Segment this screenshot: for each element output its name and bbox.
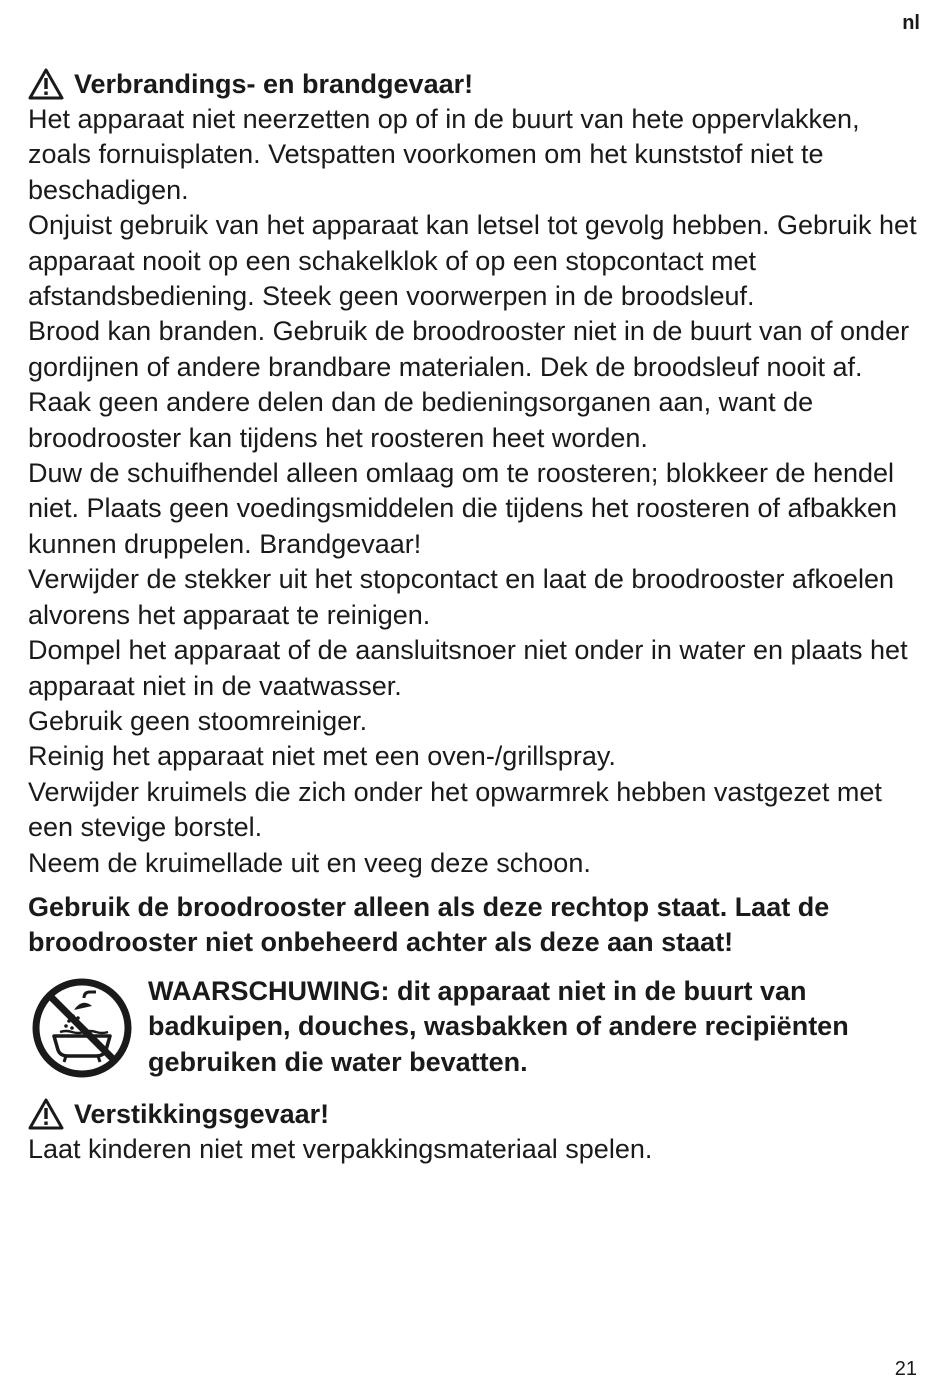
- page-number: 21: [894, 1358, 917, 1380]
- paragraph: Gebruik geen stoomreiniger.: [28, 705, 368, 736]
- water-warning-text: WAARSCHUWING: dit apparaat niet in de buurt van badkuipen, douches, wasbakken of andere recipiënten gebruiken die water bevatten.: [148, 975, 849, 1077]
- upright-notice: Gebruik de broodrooster alleen als deze rechtop staat. Laat de broodrooster niet onbeheerd achter als deze aan staat!: [28, 891, 830, 958]
- paragraph: Verwijder de stekker uit het stopcontact en laat de broodrooster afkoelen alvorens het apparaat te reinigen.: [28, 564, 895, 630]
- language-code: nl: [902, 12, 920, 34]
- safety-content: [28, 66, 920, 1167]
- paragraph: Onjuist gebruik van het apparaat kan letsel tot gevolg hebben. Gebruik het apparaat nooit op een schakelklok of op een stopcontact met afstandsbediening. Steek geen voorwerpen in de broodsleuf.: [28, 210, 917, 312]
- paragraph: Verwijder kruimels die zich onder het opwarmrek hebben vastgezet met een stevige borstel.: [28, 776, 882, 843]
- suffocation-hazard-text: [28, 1132, 920, 1167]
- paragraph: Dompel het apparaat of de aansluitsnoer niet onder in water en plaats het apparaat niet in de vaatwasser.: [28, 635, 908, 701]
- water-warning: [28, 976, 920, 1080]
- heading-text: Verstikkingsgevaar!: [74, 1098, 330, 1129]
- paragraph: Het apparaat niet neerzetten op of in de buurt van hete oppervlakken, zoals fornuisplaten. Vetspatten voorkomen om het kunststof niet te beschadigen.: [28, 104, 860, 205]
- paragraph: Reinig het apparaat niet met een oven-/grillspray.: [28, 741, 616, 772]
- paragraph: Brood kan branden. Gebruik de broodrooster niet in de buurt van of onder gordijnen of andere brandbare materialen. Dek de broodsleuf nooit af. Raak geen andere delen dan de bedieningsorganen aan, want de broodrooster kan tijdens het roosteren heet worden.: [28, 316, 910, 453]
- suffocation-hazard-heading: [28, 1096, 920, 1132]
- paragraph: Duw de schuifhendel alleen omlaag om te roosteren; blokkeer de hendel niet. Plaats geen voedingsmiddelen die tijdens het roosteren of afbakken kunnen druppelen. Brandgevaar!: [28, 458, 898, 559]
- warning-triangle-icon: [28, 1098, 64, 1130]
- heading-text: Verbrandings- en brandgevaar!: [74, 69, 474, 99]
- burn-fire-hazard-text: [28, 102, 920, 881]
- paragraph: Laat kinderen niet met verpakkingsmateriaal spelen.: [28, 1133, 653, 1164]
- burn-fire-hazard-heading: [28, 66, 920, 102]
- no-water-bathtub-icon: [30, 976, 134, 1080]
- warning-triangle-icon: [28, 68, 64, 100]
- paragraph: Neem de kruimellade uit en veeg deze schoon.: [28, 847, 591, 878]
